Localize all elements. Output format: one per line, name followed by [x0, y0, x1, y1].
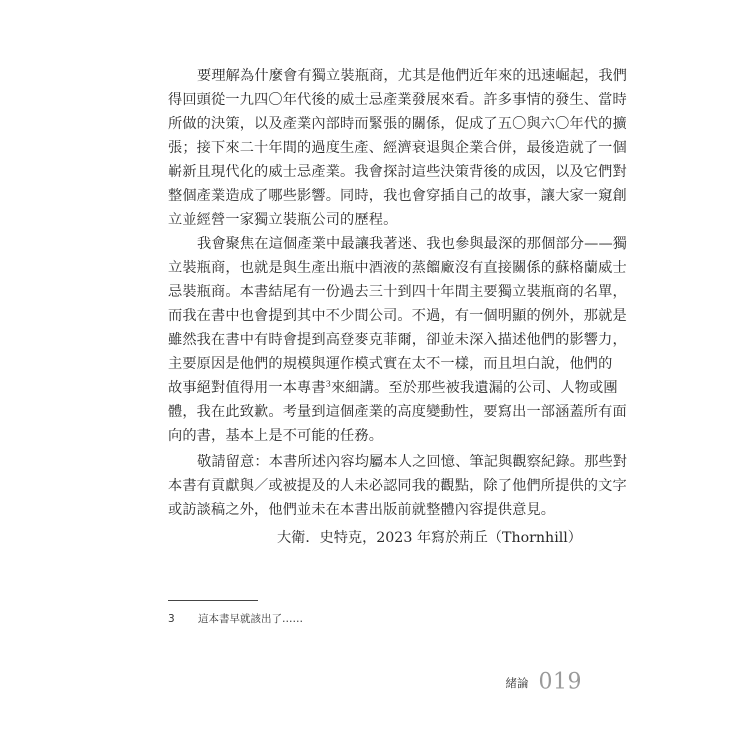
text-line: 體，我在此致歉。考量到這個產業的高度變動性，要寫出一部涵蓋所有面 [168, 404, 627, 420]
text-line: 本書有貢獻與／或被提及的人未必認同我的觀點，除了他們所提供的文字 [168, 478, 627, 494]
text-line: 忌裝瓶商。本書結尾有一份過去三十到四十年間主要獨立裝瓶商的名單， [168, 284, 627, 300]
text-segment: 來細講。至於那些被我遺漏的公司、人物或團 [330, 380, 618, 396]
author-signature: 大衛．史特克，2023 年寫於荊丘（Thornhill） [276, 530, 582, 546]
footnote-number: 3 [168, 613, 175, 625]
text-segment: 故事絕對值得用一本專書 [168, 380, 326, 396]
text-line: 整個產業造成了哪些影響。同時，我也會穿插自己的故事，讓大家一窺創 [168, 188, 627, 204]
text-line: 或訪談稿之外，他們並未在本書出版前就整體內容提供意見。 [168, 502, 556, 518]
text-line-with-footnote-ref [168, 376, 618, 400]
text-line: 立裝瓶商，也就是與生產出瓶中酒液的蒸餾廠沒有直接關係的蘇格蘭威士 [168, 260, 627, 276]
page-number: 019 [538, 669, 582, 695]
text-line: 主要原因是他們的規模與運作模式實在太不一樣，而且坦白說，他們的 [168, 356, 613, 372]
text-line: 得回頭從一九四〇年代後的威士忌產業發展來看。許多事情的發生、當時 [168, 92, 627, 108]
text-line: 張；接下來二十年間的過度生產、經濟衰退與企業合併，最後造就了一個 [168, 140, 627, 156]
text-line: 要理解為什麼會有獨立裝瓶商，尤其是他們近年來的迅速崛起，我們 [197, 68, 628, 84]
paragraph-2 [168, 232, 628, 448]
text-line: 立並經營一家獨立裝瓶公司的歷程。 [168, 212, 398, 228]
text-line: 向的書，基本上是不可能的任務。 [168, 428, 384, 444]
footnote-text: 這本書早就該出了…… [198, 613, 303, 625]
section-title: 緒論 [505, 675, 529, 690]
text-line: 所做的決策，以及產業內部時而緊張的關係，促成了五〇與六〇年代的擴 [168, 116, 627, 132]
text-line: 我會聚焦在這個產業中最讓我著迷、我也參與最深的那個部分——獨 [197, 236, 628, 252]
page-folio [506, 668, 583, 696]
text-line: 而我在書中也會提到其中不少間公司。不過，有一個明顯的例外，那就是 [168, 308, 627, 324]
paragraph-1 [168, 64, 628, 232]
footnote-divider [168, 600, 258, 601]
text-line: 嶄新且現代化的威士忌產業。我會探討這些決策背後的成因，以及它們對 [168, 164, 627, 180]
text-line: 敬請留意：本書所述內容均屬本人之回憶、筆記與觀察紀錄。那些對 [197, 454, 628, 470]
footnote-reference: 3 [325, 379, 331, 389]
footnote [168, 610, 303, 628]
paragraph-3 [168, 450, 628, 522]
text-line: 雖然我在書中有時會提到高登麥克菲爾，卻並未深入描述他們的影響力， [168, 332, 627, 348]
